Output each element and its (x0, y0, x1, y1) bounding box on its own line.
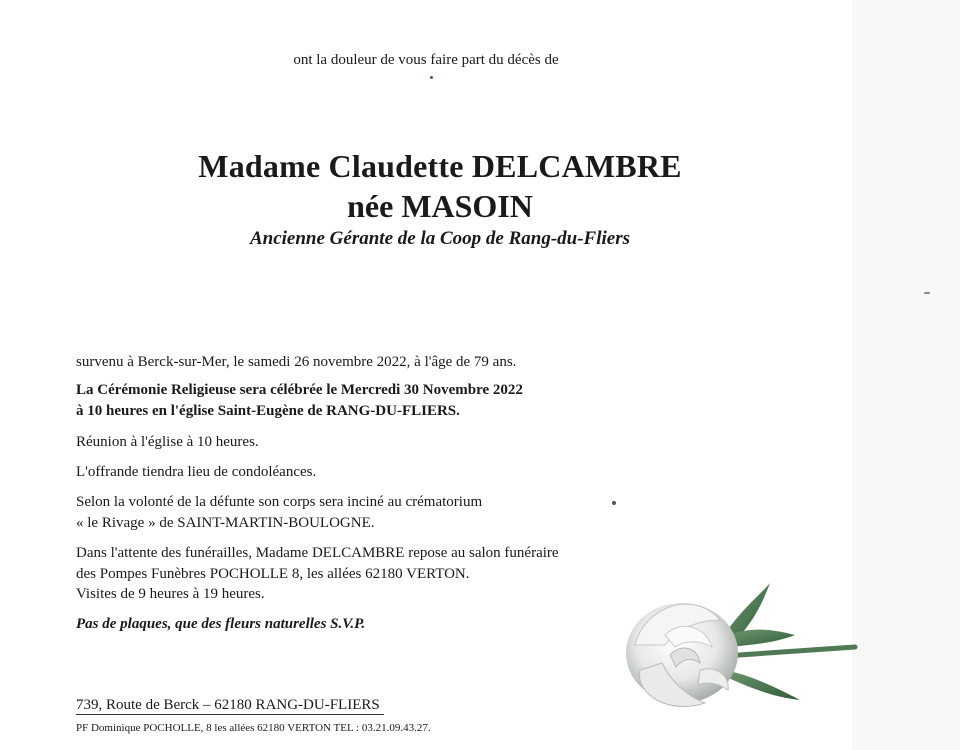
rest-line-1: Dans l'attente des funérailles, Madame DELCAMBRE repose au salon funéraire (76, 545, 559, 561)
offering-text: L'offrande tiendra lieu de condoléances. (76, 464, 317, 480)
scan-mark (924, 292, 930, 294)
intro-text: ont la douleur de vous faire part du décès de (293, 52, 559, 68)
deceased-maiden-name: née MASOIN (347, 188, 533, 224)
death-notice: survenu à Berck-sur-Mer, le samedi 26 novembre 2022, à l'âge de 79 ans. (76, 354, 517, 370)
cremation-line-1: Selon la volonté de la défunte son corps sera inciné au crématorium (76, 494, 483, 510)
cremation-line-2: « le Rivage » de SAINT-MARTIN-BOULOGNE. (76, 515, 375, 531)
funeral-home-footer: PF Dominique POCHOLLE, 8 les allées 62180 VERTON TEL : 03.21.09.43.27. (76, 722, 431, 734)
family-address: 739, Route de Berck – 62180 RANG-DU-FLIERS (76, 696, 384, 715)
rest-line-3: Visites de 9 heures à 19 heures. (76, 586, 265, 602)
ceremony-line-1: La Cérémonie Religieuse sera célébrée le Mercredi 30 Novembre 2022 (76, 382, 523, 398)
dust-speck (612, 501, 616, 505)
dust-speck (430, 76, 433, 79)
rest-line-2: des Pompes Funèbres POCHOLLE 8, les allées 62180 VERTON. (76, 566, 470, 582)
meeting-text: Réunion à l'église à 10 heures. (76, 434, 259, 450)
white-rose-icon (600, 575, 860, 725)
ceremony-line-2: à 10 heures en l'église Saint-Eugène de RANG-DU-FLIERS. (76, 403, 460, 419)
deceased-role: Ancienne Gérante de la Coop de Rang-du-Fliers (249, 228, 630, 249)
flowers-request: Pas de plaques, que des fleurs naturelles S.V.P. (76, 616, 366, 632)
deceased-name: Madame Claudette DELCAMBRE (198, 148, 682, 184)
